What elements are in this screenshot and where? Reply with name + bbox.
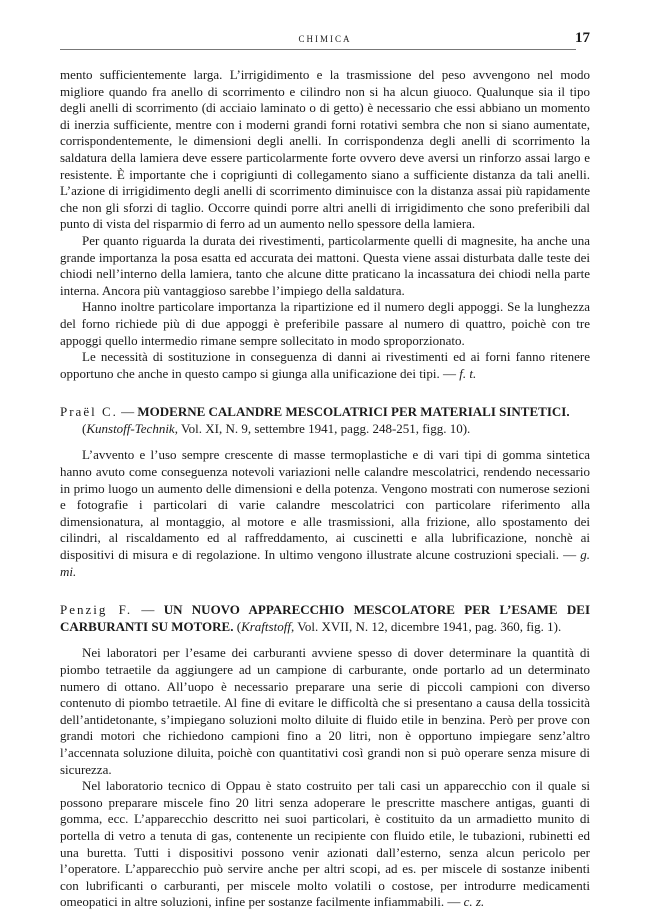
article-penzig-source-open: (	[233, 618, 242, 634]
page-header	[60, 30, 590, 54]
article-penzig-source-details: , Vol. XVII, N. 12, dicembre 1941, pag. 360, fig. 1).	[290, 618, 562, 634]
article-praell-body-text: L’avvento e l’uso sempre crescente di masse termoplastiche e di vari tipi di gomma sintetica hanno avuto come conseguenza notevoli variazioni nelle calandre mescolatrici, rendendo necessario in primo luogo un aumento delle dimensioni e della potenza. Vengono mostrati con numerose sezioni e fotografie i particolari di varie calandre mescolatrici con particolare riferimento alla dimensionatura, al montaggio, al motore e alle trasmissioni, alla frizione, allo spostamento dei cilindri, al riscaldamento ed al raffreddamento, ai cuscinetti e alla lubrificazione, nonchè ai dispositivi di misura e di regolazione. In ultimo vengono illustrate alcune costruzioni speciali. —	[60, 447, 590, 563]
article-penzig-author: Penzig F.	[60, 602, 133, 618]
intro-paragraph-3: Hanno inoltre particolare importanza la ripartizione ed il numero degli appoggi. Se la lunghezza del forno richiede più di due appoggi è preferibile passare al numero di quattro, poichè con tre appoggi quello intermedio rimane sempre sollecitato in modo sproporzionato.	[60, 299, 590, 348]
article-penzig-title-line	[60, 602, 590, 635]
page-number: 17	[575, 30, 590, 46]
intro-paragraph-1: mento sufficientemente larga. L’irrigidimento e la trasmissione del peso avvengono nel modo migliore quando fra anello di scorrimento e cilindro non si ha alcun giuoco. Qualunque sia il tipo degli anelli di scorrimento (di acciaio laminato o di getto) è necessario che essi abbiano un momento di inerzia sufficiente, mentre con i moderni grandi forni rotativi sembra che non si siano aumentate, corrispondentemente, le dimensioni degli anelli. In corrispondenza degli anelli di scorrimento la saldatura della lamiera deve essere particolarmente forte ovvero deve aversi un rinforzo assai largo e resistente. È importante che i coprigiunti di collegamento siano a sufficiente distanza da tali anelli. L’azione di irrigidimento degli anelli di scorrimento diminuisce con la distanza assai più rapidamente che non gli sforzi di taglio. Occorre quindi porre altri anelli di irrigidimento che sono preferibili dal punto di vista del risparmio di ferro ad un aumento nello spessore della lamiera.	[60, 67, 590, 232]
article-praell-title: MODERNE CALANDRE MESCOLATRICI PER MATERIALI SINTETICI.	[137, 404, 570, 420]
article-praell-signature: g. mi.	[60, 547, 591, 579]
article-praell-author: Praël C.	[60, 404, 118, 420]
article-penzig-paragraph-1: Nei laboratori per l’esame dei carburanti avviene spesso di dover determinare la quantità di piombo tetraetile da aggiungere ad un campione di carburante, onde portarlo ad un determinato numero di ottano. All’uopo è necessario preparare una serie di piccoli campioni con diverso contenuto di piombo tetraetile. Al fine di evitare le difficoltà che si presentano a causa della tossicità dell’antidetonante, s’impiegano soluzioni molto diluite di fluido etile in benzina. Però per prove con grandi motori che richiedono campioni fino a 20 litri, non è opportuno impiegare senz’altro l’accennata soluzione diluita, poichè con quantitativi così grandi non si può operare senza misure di sicurezza.	[60, 645, 590, 777]
article-penzig-heading	[60, 602, 590, 635]
article-praell-title-line	[60, 404, 590, 421]
article-praell-journal: Kunstoff-Technik	[86, 420, 175, 436]
article-praell-body	[60, 447, 590, 580]
article-praell-source-details: , Vol. XI, N. 9, settembre 1941, pagg. 248-251, figg. 10).	[174, 420, 471, 436]
article-penzig-paragraph-2	[60, 778, 590, 911]
intro-paragraph-4-text: Le necessità di sostituzione in conseguenza di danni ai rivestimenti ed ai forni fanno ritenere opportuno che anche in questo campo si giunga alla unificazione dei tipi. —	[60, 349, 590, 381]
article-penzig-signature: c. z.	[463, 894, 485, 910]
article-praell-dash: —	[117, 404, 138, 420]
article-penzig-journal: Kraftstoff	[241, 618, 291, 634]
article-praell-heading	[60, 404, 590, 437]
intro-paragraph-4	[60, 349, 590, 382]
page-content	[60, 67, 590, 911]
article-penzig-paragraph-2-text: Nel laboratorio tecnico di Oppau è stato costruito per tali casi un apparecchio con il quale si possono preparare miscele fino 20 litri senza adoperare le prescritte maschere antigas, guanti di gomma, ecc. L’apparecchio descritto nei suoi particolari, è costituito da un armadietto munito di portella di vetro a tenuta di gas, contenente un recipiente con fluido etile, le tubazioni, rubinetti ed una buretta. Tutti i dispositivi possono venir azionati dall’esterno, senza alcun pericolo per l’operatore. L’apparecchio può servire anche per altri scopi, ad es. per miscele di sostanze inibenti con lubrificanti o carburanti, per miscele molto volatili o costose, per introdurre medicamenti omeopatici in altre soluzioni, infine per sostanze facilmente infiammabili. —	[60, 778, 590, 910]
spacer	[60, 635, 590, 645]
header-rule	[60, 49, 576, 50]
intro-paragraph-2: Per quanto riguarda la durata dei rivestimenti, particolarmente quelli di magnesite, ha anche una grande importanza la posa esatta ed accurata dei mattoni. Questa viene assai disturbata dalle teste dei chiodi nell’interno della lamiera, tanto che alcune ditte praticano la incassatura dei chiodi nella parte interna. Ancora più vantaggioso sarebbe l’impiego della saldatura.	[60, 232, 590, 298]
article-praell-source	[60, 421, 590, 438]
article-praell-source-open: (	[82, 420, 87, 436]
intro-signature: f. t.	[459, 365, 477, 381]
running-title: CHIMICA	[298, 34, 352, 44]
article-penzig-dash: —	[132, 602, 164, 618]
article-penzig-title: UN NUOVO APPARECCHIO MESCOLATORE PER L’ESAME DEI CARBURANTI SU MOTORE.	[60, 602, 591, 634]
spacer	[60, 437, 590, 447]
